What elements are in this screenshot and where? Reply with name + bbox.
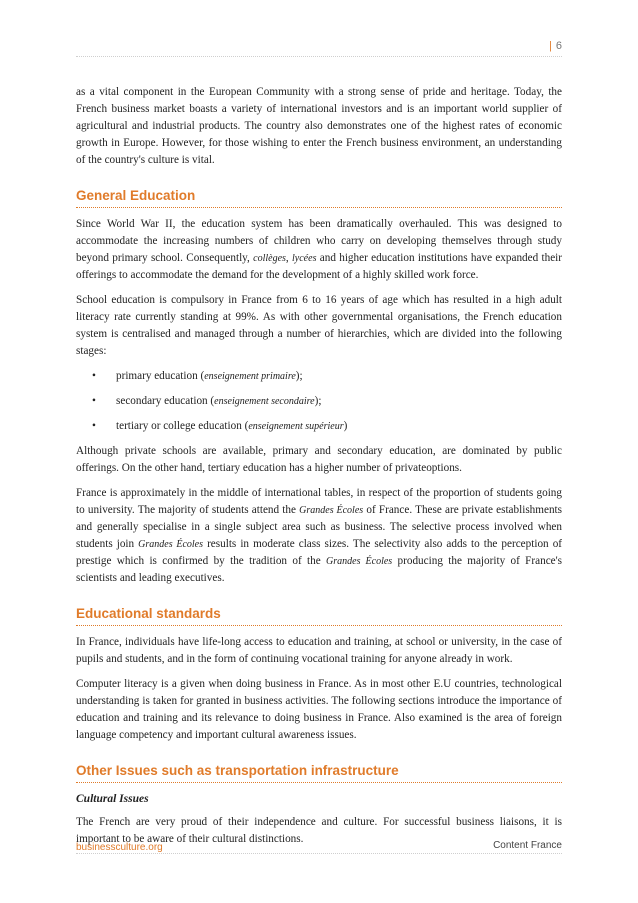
general-education-heading: General Education bbox=[76, 187, 562, 208]
educational-standards-paragraph-1: In France, individuals have life-long access to education and training, at school or university, in the case of pupils and students, and in the form of continuing vocational training for anyone already in work. bbox=[76, 636, 562, 665]
italic-term: lycées bbox=[292, 253, 317, 264]
italic-term: Grandes Écoles bbox=[299, 505, 364, 516]
page-number bbox=[549, 40, 562, 52]
other-issues-heading: Other Issues such as transportation infrastructure bbox=[76, 762, 562, 783]
text-run: and higher education institutions have expanded their offerings to accommodate the demand for the development of a highly skilled work force. bbox=[76, 252, 563, 281]
italic-term: Grandes Écoles bbox=[138, 539, 204, 550]
educational-standards-heading: Educational standards bbox=[76, 605, 562, 626]
cultural-issues-subheading: Cultural Issues bbox=[76, 793, 149, 805]
text-run: ) bbox=[343, 420, 348, 432]
intro-paragraph: as a vital component in the European Community with a strong sense of pride and heritage. Today, the French business market boasts a variety of international investors and is an important world supplier of agricultural and industrial products. The country also demonstrates one of the highest rates of economic growth in Europe. However, for those wishing to enter the French business environment, an understanding of the country's culture is vital. bbox=[76, 86, 562, 166]
text-run: of France. These are private establishments and generally specialise in a single subject area such as business. The selective process involved when students join bbox=[76, 504, 562, 550]
text-run: tertiary or college education ( bbox=[116, 420, 249, 432]
general-education-paragraph-4 bbox=[76, 485, 562, 587]
list-item bbox=[76, 418, 562, 435]
header-divider bbox=[76, 56, 562, 57]
page-number-value: 6 bbox=[555, 40, 562, 52]
general-education-paragraph-2: School education is compulsory in France from 6 to 16 years of age which has resulted in a high adult literacy rate currently standing at 99%. As with other governmental organisations, the French education system is centralised and managed through a number of hierarchies, which are divided into the following stages: bbox=[76, 294, 562, 357]
footer-site: businessculture.org bbox=[76, 842, 163, 853]
footer-title: Content France bbox=[493, 840, 562, 851]
education-stages-list bbox=[76, 368, 562, 435]
cultural-issues-paragraph: The French are very proud of their independence and culture. For successful business liaisons, it is important to be aware of their cultural distinctions. bbox=[76, 816, 562, 845]
italic-term: collèges bbox=[253, 253, 286, 264]
text-run: Since World War II, the education system has been dramatically overhauled. This was designed to accommodate the increasing numbers of children who carry on developing themselves through study beyond primary school. Consequently, bbox=[76, 218, 562, 264]
document-body bbox=[76, 84, 562, 856]
list-item bbox=[76, 393, 562, 410]
text-run: secondary education ( bbox=[116, 395, 215, 407]
text-run: , bbox=[285, 252, 293, 264]
header-separator: | bbox=[549, 40, 552, 52]
text-run: ); bbox=[314, 395, 322, 407]
text-run: France is approximately in the middle of international tables, in respect of the proportion of students going to university. The majority of students attend the bbox=[76, 487, 562, 516]
list-item bbox=[76, 368, 562, 385]
general-education-paragraph-1 bbox=[76, 216, 562, 284]
educational-standards-paragraph-2: Computer literacy is a given when doing business in France. As in most other E.U countries, technological understanding is taken for granted in business activities. The following sections introduce the importance of education and training and its relevance to doing business in France. Also examined is the area of foreign language competency and important cultural awareness issues. bbox=[76, 678, 562, 741]
italic-term: enseignement primaire bbox=[204, 371, 296, 382]
text-run: results in moderate class sizes. The selectivity also adds to the perception of prestige which is confirmed by the tradition of the bbox=[76, 538, 563, 567]
text-run: primary education ( bbox=[116, 370, 205, 382]
text-run: producing the majority of France's scientists and leading executives. bbox=[76, 555, 562, 584]
general-education-paragraph-3: Although private schools are available, primary and secondary education, are dominated by public offerings. On the other hand, tertiary education has a higher number of privateoptions. bbox=[76, 445, 562, 474]
italic-term: enseignement supérieur bbox=[248, 421, 344, 432]
italic-term: enseignement secondaire bbox=[214, 396, 315, 407]
footer-divider bbox=[76, 853, 562, 854]
text-run: ); bbox=[295, 370, 303, 382]
italic-term: Grandes Écoles bbox=[326, 556, 393, 567]
